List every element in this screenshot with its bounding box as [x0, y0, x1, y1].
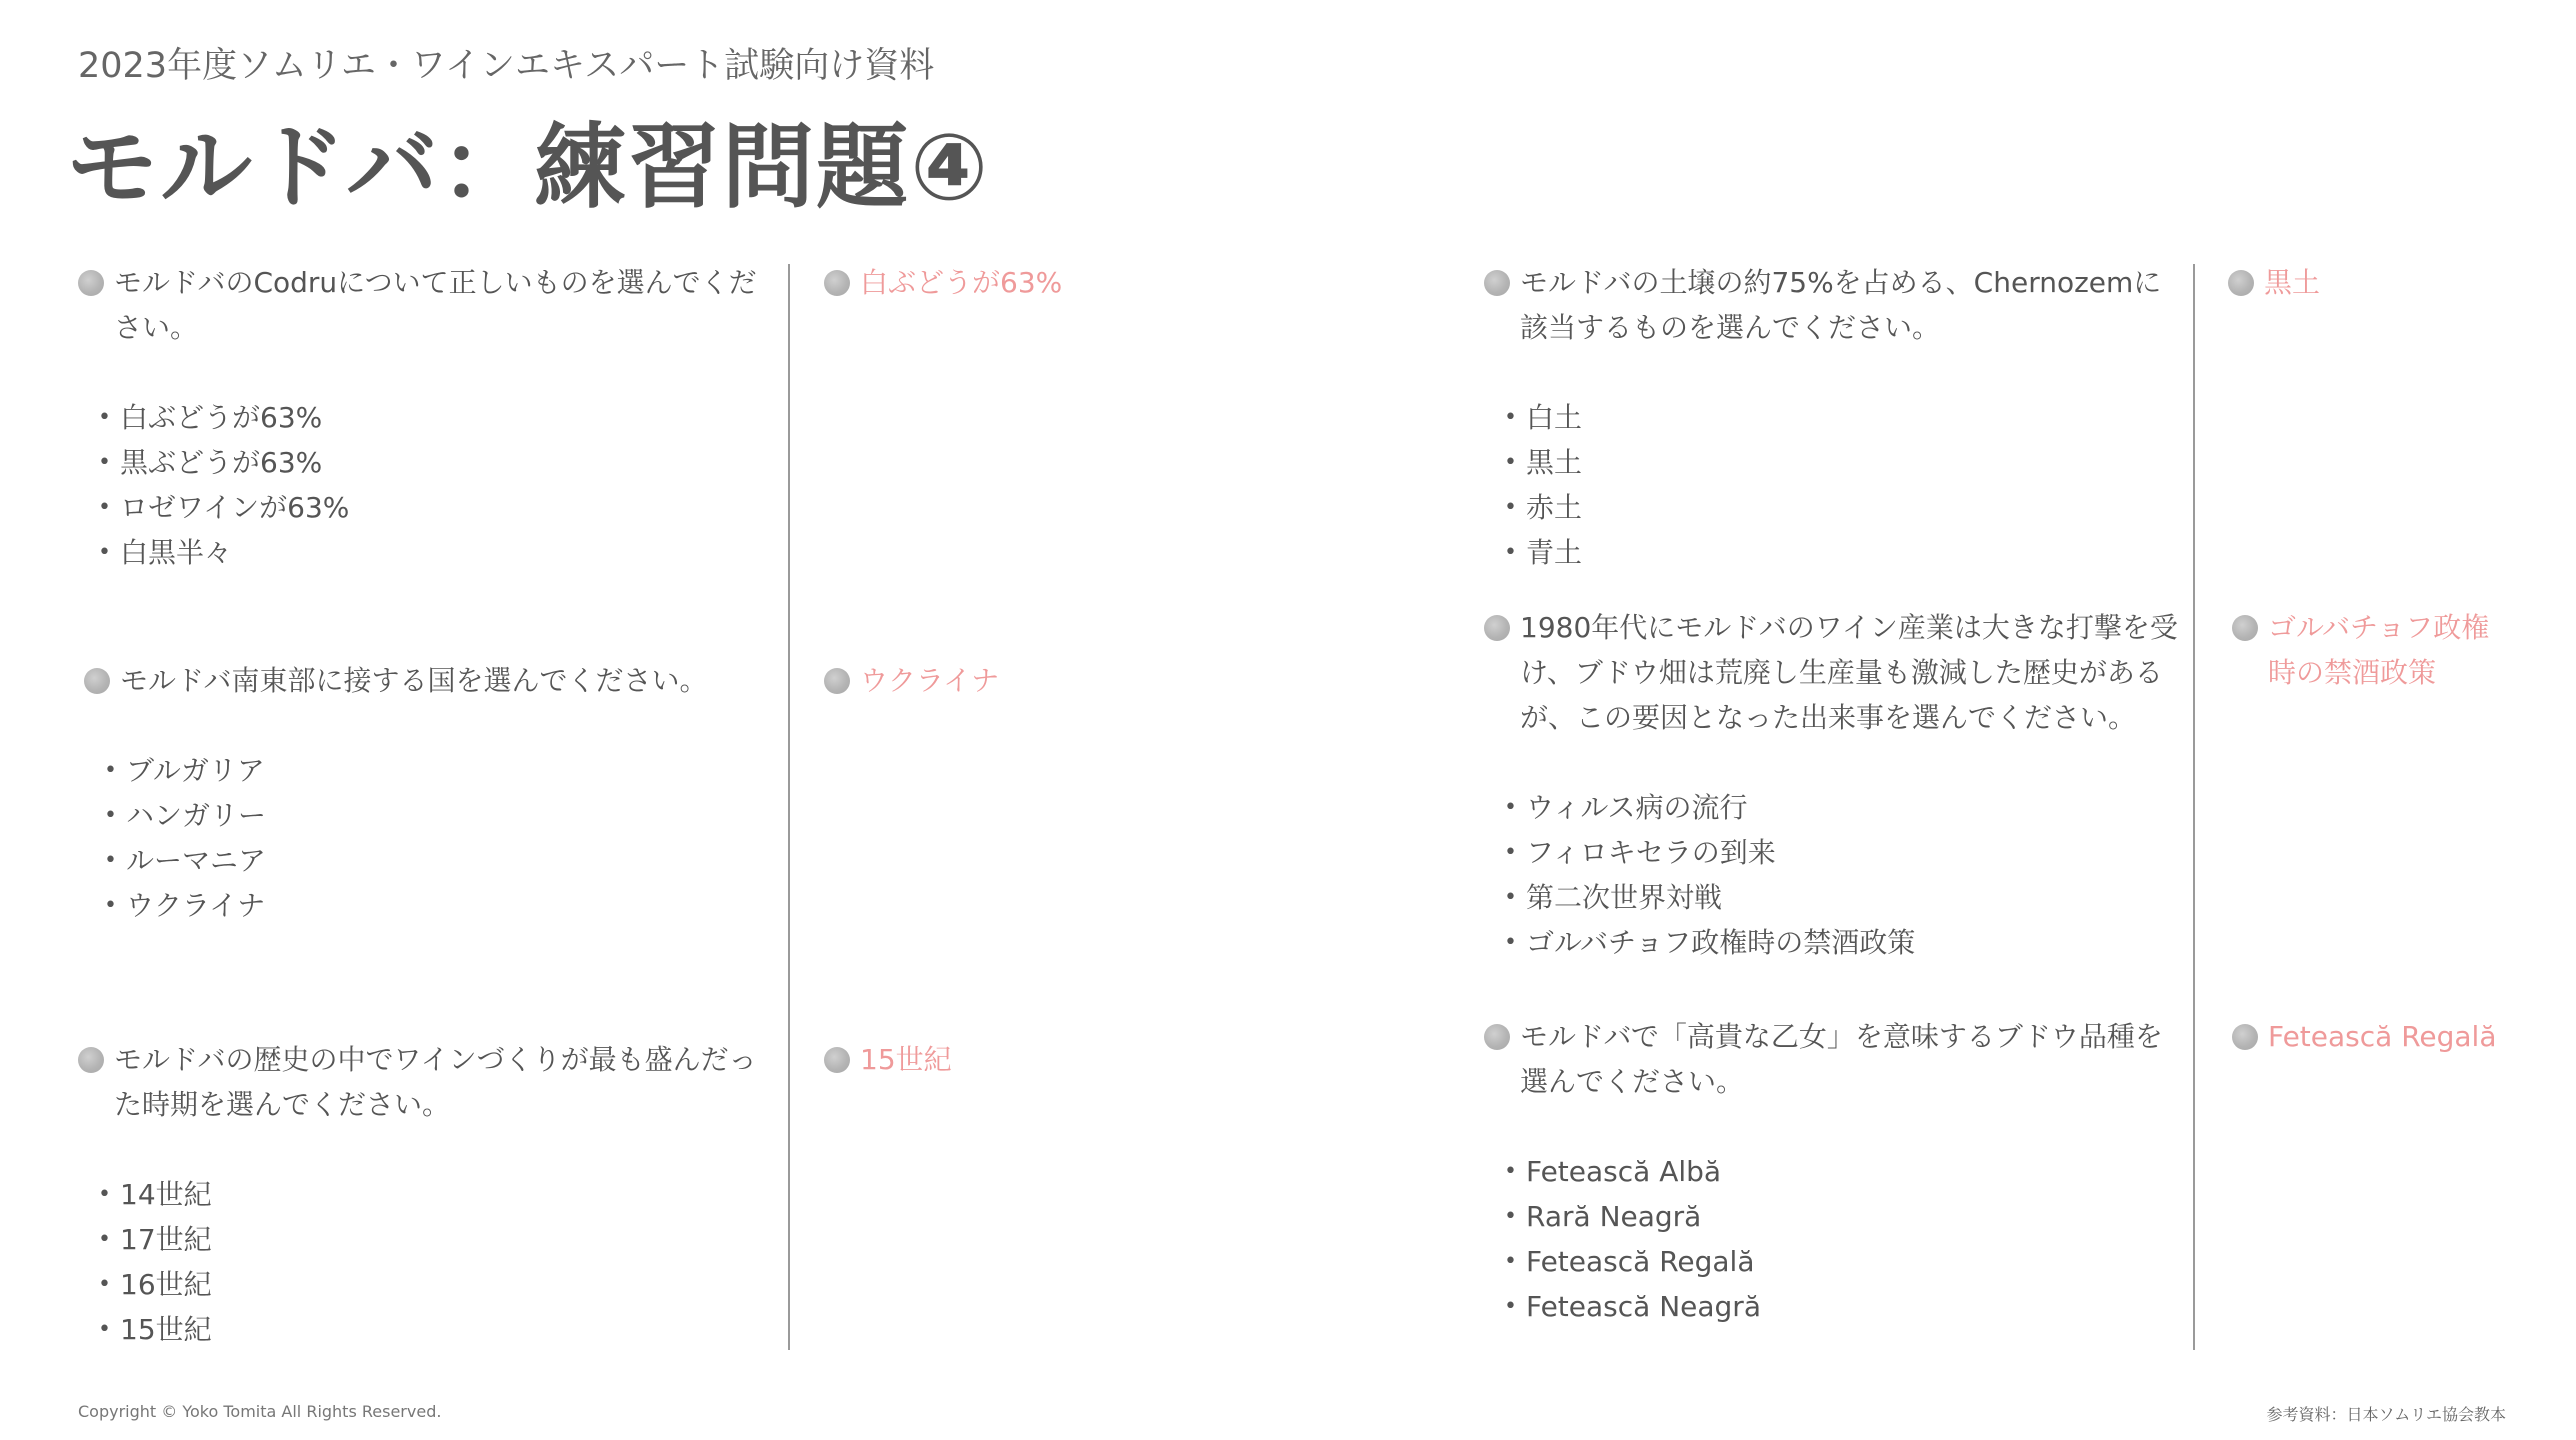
bullet-circle-icon	[1484, 1024, 1510, 1050]
option-item: • Fetească Neagră	[1504, 1284, 2184, 1329]
answer-block-5	[2232, 605, 2497, 695]
answer-text: ゴルバチョフ政権時の禁酒政策	[2268, 611, 2490, 689]
option-list	[78, 1172, 778, 1352]
question-block-3	[78, 1037, 778, 1352]
bullet-circle-icon	[824, 270, 850, 296]
option-list	[1484, 395, 2184, 575]
option-item: • 14世紀	[98, 1172, 778, 1217]
question-block-6	[1484, 1014, 2184, 1329]
option-item: • 白ぶどうが63%	[98, 395, 778, 440]
option-list	[1484, 1149, 2184, 1329]
page-subtitle: 2023年度ソムリエ・ワインエキスパート試験向け資料	[78, 46, 935, 86]
page-title: モルドバ：練習問題④	[66, 114, 991, 221]
right-column-divider	[2193, 264, 2195, 1350]
question-block-1	[78, 260, 778, 575]
question-block-4	[1484, 260, 2184, 575]
bullet-circle-icon	[2228, 270, 2254, 296]
option-item: • フィロキセラの到来	[1504, 830, 2184, 875]
option-item: • 17世紀	[98, 1217, 778, 1262]
option-item: • 白黒半々	[98, 530, 778, 575]
option-item: • 青土	[1504, 530, 2184, 575]
bullet-circle-icon	[84, 668, 110, 694]
answer-block-1	[824, 260, 1304, 305]
reference-note: 参考資料：日本ソムリエ協会教本	[2266, 1405, 2506, 1424]
bullet-circle-icon	[2232, 1024, 2258, 1050]
option-item: • ルーマニア	[104, 838, 784, 883]
answer-block-4	[2228, 260, 2528, 305]
question-text: モルドバで「高貴な乙女」を意味するブドウ品種を選んでください。	[1520, 1020, 2163, 1098]
answer-text: 白ぶどうが63%	[860, 266, 1063, 299]
question-text: モルドバ南東部に接する国を選んでください。	[120, 664, 708, 697]
option-item: • Fetească Albă	[1504, 1149, 2184, 1194]
bullet-circle-icon	[2232, 615, 2258, 641]
option-item: • ブルガリア	[104, 748, 784, 793]
bullet-circle-icon	[1484, 270, 1510, 296]
option-item: • ウクライナ	[104, 883, 784, 928]
copyright-notice: Copyright © Yoko Tomita All Rights Reserved.	[78, 1402, 442, 1421]
option-item: • 16世紀	[98, 1262, 778, 1307]
answer-block-3	[824, 1037, 1304, 1082]
option-item: • ウィルス病の流行	[1504, 785, 2184, 830]
option-item: • 第二次世界対戦	[1504, 875, 2184, 920]
left-column-divider	[788, 264, 790, 1350]
bullet-circle-icon	[78, 270, 104, 296]
option-item: • 白土	[1504, 395, 2184, 440]
question-block-5	[1484, 605, 2184, 965]
option-item: • ハンガリー	[104, 793, 784, 838]
option-item: • 黒ぶどうが63%	[98, 440, 778, 485]
option-item: • ゴルバチョフ政権時の禁酒政策	[1504, 920, 2184, 965]
option-item: • Rară Neagră	[1504, 1194, 2184, 1239]
bullet-circle-icon	[824, 1047, 850, 1073]
option-item: • Fetească Regală	[1504, 1239, 2184, 1284]
answer-block-6	[2232, 1014, 2532, 1059]
option-list	[78, 395, 778, 575]
question-text: モルドバのCodruについて正しいものを選んでください。	[114, 266, 757, 344]
bullet-circle-icon	[824, 668, 850, 694]
option-list	[84, 748, 784, 928]
answer-text: ウクライナ	[860, 664, 1000, 697]
question-text: 1980年代にモルドバのワイン産業は大きな打撃を受け、ブドウ畑は荒廃し生産量も激減した歴史があるが、この要因となった出来事を選んでください。	[1520, 611, 2178, 734]
answer-block-2	[824, 658, 1304, 703]
option-item: • 15世紀	[98, 1307, 778, 1352]
answer-text: 15世紀	[860, 1043, 952, 1076]
option-list	[1484, 785, 2184, 965]
question-text: モルドバの歴史の中でワインづくりが最も盛んだった時期を選んでください。	[114, 1043, 757, 1121]
answer-text: Fetească Regală	[2268, 1020, 2497, 1053]
bullet-circle-icon	[1484, 615, 1510, 641]
option-item: • 赤土	[1504, 485, 2184, 530]
option-item: • ロゼワインが63%	[98, 485, 778, 530]
option-item: • 黒土	[1504, 440, 2184, 485]
bullet-circle-icon	[78, 1047, 104, 1073]
question-text: モルドバの土壌の約75%を占める、Chernozemに該当するものを選んでください。	[1520, 266, 2162, 344]
question-block-2	[84, 658, 784, 928]
answer-text: 黒土	[2264, 266, 2321, 299]
